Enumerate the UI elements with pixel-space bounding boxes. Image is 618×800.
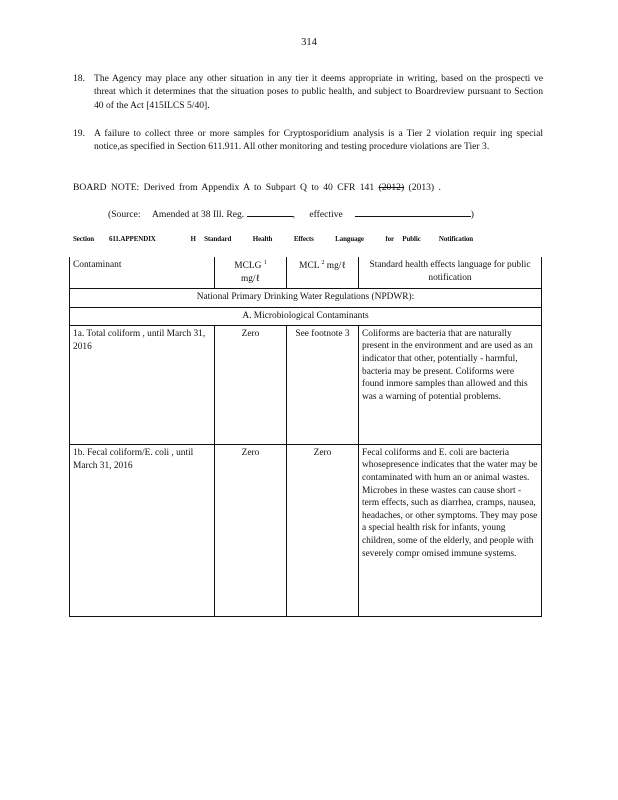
board-note	[73, 181, 553, 194]
header-mclg	[215, 257, 287, 289]
mcl-cell: Zero	[287, 444, 359, 616]
mclg-footnote-ref: 1	[263, 260, 267, 266]
npdwr-banner: National Primary Drinking Water Regulations (NPDWR):	[70, 289, 542, 307]
microbiological-banner: A. Microbiological Contaminants	[70, 307, 542, 325]
source-open: (Source:	[108, 209, 141, 220]
table-row	[70, 444, 542, 616]
source-close: )	[470, 209, 474, 220]
heading-word: 611.APPENDIX	[108, 235, 156, 243]
item-number: 18.	[73, 73, 85, 84]
table-banner-row	[70, 289, 542, 307]
mclg-label: MCLG	[234, 261, 262, 272]
item-number: 19.	[73, 128, 85, 139]
mclg-cell: Zero	[215, 325, 287, 444]
heading-word: Section	[73, 235, 95, 243]
health-effects-table	[69, 257, 542, 617]
board-note-struck-year: (2012)	[378, 182, 405, 193]
contaminant-cell: 1a. Total coliform , until March 31, 2016	[70, 325, 215, 444]
list-item-19	[73, 127, 543, 154]
source-amended: Amended at 38 Ill. Reg.	[151, 209, 245, 220]
mcl-footnote-ref: 2	[321, 260, 325, 266]
table-banner-row	[70, 307, 542, 325]
mcl-label: MCL	[299, 261, 320, 272]
heading-word: Notification	[438, 235, 474, 243]
table-header-row	[70, 257, 542, 289]
header-standard-language: Standard health effects language for public notification	[359, 257, 542, 289]
section-heading	[73, 235, 543, 245]
effective-date-blank	[355, 207, 471, 217]
register-blank	[247, 207, 293, 217]
heading-word: Effects	[293, 235, 314, 243]
mcl-unit: mg/ℓ	[326, 261, 346, 272]
header-mcl	[287, 257, 359, 289]
board-note-tail: (2013) .	[408, 182, 441, 193]
heading-word: Language	[335, 235, 364, 243]
heading-word: Health	[252, 235, 273, 243]
table-row	[70, 325, 542, 444]
header-contaminant: Contaminant	[70, 257, 215, 289]
heading-word: Public	[402, 235, 421, 243]
heading-word: Standard	[204, 235, 232, 243]
mcl-cell: See footnote 3	[287, 325, 359, 444]
mclg-unit: mg/ℓ	[240, 274, 261, 285]
list-item-18	[73, 72, 543, 112]
contaminant-cell: 1b. Fecal coliform/E. coli , until March 31, 2016	[70, 444, 215, 616]
heading-word: H	[190, 235, 196, 243]
board-note-lead: BOARD NOTE: Derived from Appendix A to Subpart Q to 40 CFR 141	[73, 182, 375, 193]
health-language-cell: Coliforms are bacteria that are naturally present in the environment and are used as an indicator that other, potentially - harmful, bacteria may be present. Coliforms were found inmore samples than allowed and this was a warning of potential problems.	[359, 325, 542, 444]
source-note	[108, 207, 548, 221]
mclg-cell: Zero	[215, 444, 287, 616]
health-language-cell: Fecal coliforms and E. coli are bacteria whosepresence indicates that the water may be contaminated with hum an or animal wastes. Microbes in these wastes can cause short -term effects, such as diarrhea, cramps, nausea, headaches, or other symptoms. They may pose a special health risk for infants, young children, some of the elderly, and people with severely compr omised immune systems.	[359, 444, 542, 616]
item-text: A failure to collect three or more samples for Cryptosporidium analysis is a Tier 2 violation requir ing special notice,as specified in Section 611.911. All other monitoring and testing procedure violations are Tier 3.	[94, 127, 543, 153]
item-text: The Agency may place any other situation in any tier it deems appropriate in writing, based on the prospecti ve threat which it determines that the situation poses to public health, and subject to Boardreview pursuant to Section 40 of the Act [415ILCS 5/40].	[94, 72, 543, 111]
page-number: 314	[301, 37, 317, 48]
heading-word: for	[385, 235, 395, 243]
source-comma: ,	[292, 209, 295, 220]
source-effective: effective	[309, 209, 343, 220]
